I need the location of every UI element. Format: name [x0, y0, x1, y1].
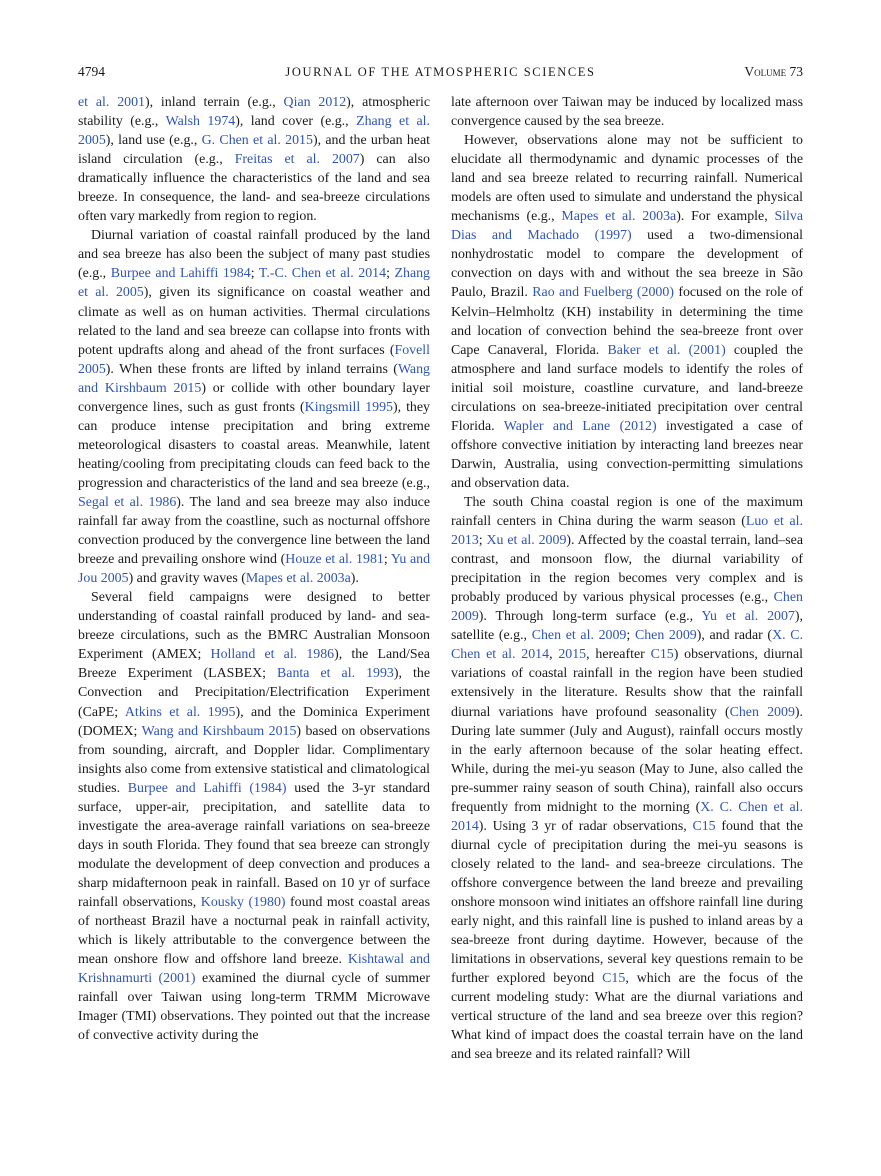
paragraph — [78, 588, 430, 1045]
reference-link[interactable]: X. C. Chen et al. 2014 — [451, 628, 803, 663]
paragraph — [78, 93, 430, 226]
reference-link[interactable]: X. C. Chen et al. 2014 — [451, 799, 803, 834]
body-text: ; — [478, 533, 487, 549]
reference-link[interactable]: Xu et al. 2009 — [486, 533, 567, 549]
reference-link[interactable]: T.-C. Chen et al. 2014 — [258, 266, 387, 282]
body-text: coupled the atmosphere and land surface models to identify the roles of initial soil moisture, coastline curvature, and land-breeze circulations on sea-breeze-initiated precipitation over central Florida. — [451, 342, 803, 434]
body-text: ), land cover (e.g., — [235, 114, 357, 130]
body-text: ), and the Dominica Experiment (DOMEX; — [78, 704, 430, 739]
reference-link[interactable]: Houze et al. 1981 — [285, 552, 384, 568]
body-text: ; — [626, 628, 635, 644]
body-text: , which are the focus of the current modeling study: What are the diurnal variations and vertical structure of the land and sea breeze over this region? What kind of impact does the coastal terrain have on the land and sea breeze and its related rainfall? Will — [451, 971, 804, 1063]
body-text: ), given its significance on coastal weather and climate as well as on human activities. Thermal circulations related to the land and sea breeze can collapse into fronts with potent updrafts along and ahead of the front surfaces ( — [78, 285, 431, 358]
body-text: ) can also dramatically influence the characteristics of the land and sea breeze. In consequence, the land- and sea-breeze circulations often vary markedly from region to region. — [78, 152, 430, 225]
reference-link[interactable]: Freitas et al. 2007 — [234, 152, 360, 168]
reference-link[interactable]: Holland et al. 1986 — [210, 647, 335, 663]
reference-link[interactable]: Rao and Fuelberg (2000) — [532, 285, 674, 301]
reference-link[interactable]: Qian 2012 — [283, 95, 347, 110]
reference-link[interactable]: Mapes et al. 2003a — [561, 209, 677, 225]
body-text: ), and radar ( — [696, 628, 773, 644]
reference-link[interactable]: Segal et al. 1986 — [78, 494, 177, 510]
reference-link[interactable]: Chen 2009 — [451, 590, 803, 625]
body-text: late afternoon over Taiwan may be induced by localized mass convergence caused by the sea breeze. — [451, 95, 803, 130]
body-text: ), satellite (e.g., — [451, 609, 803, 644]
paragraph — [78, 226, 430, 588]
body-text: ) or collide with other boundary layer convergence lines, such as gust fronts ( — [78, 380, 430, 415]
reference-link[interactable]: Wang and Kirshbaum 2015 — [78, 361, 430, 396]
reference-link[interactable]: C15 — [692, 818, 716, 834]
reference-link[interactable]: Silva Dias and Machado (1997) — [451, 209, 803, 244]
paragraph — [451, 131, 803, 493]
body-text: Several field campaigns were designed to better understanding of coastal rainfall produced by land- and sea-breeze circulations, such as the BMRC Australian Monsoon Experiment (AMEX; — [78, 590, 430, 663]
body-text: examined the diurnal cycle of summer rainfall over Taiwan using long-term TRMM Microwave Imager (TMI) observations. They pointed out that the increase of convective activity during the — [78, 971, 430, 1044]
body-text: The south China coastal region is one of the maximum rainfall centers in China during the warm season ( — [451, 494, 803, 530]
body-text: ), and the urban heat island circulation (e.g., — [78, 133, 430, 168]
paragraph — [451, 93, 803, 131]
reference-link[interactable]: 2015 — [558, 647, 587, 663]
reference-link[interactable]: Fovell 2005 — [78, 342, 430, 377]
body-text: ). Using 3 yr of radar observations, — [478, 818, 693, 834]
body-text: ). For example, — [676, 209, 775, 225]
reference-link[interactable]: Chen et al. 2009 — [531, 628, 627, 644]
body-text: ), land use (e.g., — [105, 133, 202, 149]
body-text: ) observations, diurnal variations of coastal rainfall in the region have been studied extensively in the literature. Results show that the rainfall diurnal variations have profound seasonality ( — [451, 647, 803, 720]
running-header — [78, 62, 803, 82]
reference-link[interactable]: Banta et al. 1993 — [277, 666, 394, 682]
body-text: ). Through long-term surface (e.g., — [478, 609, 702, 625]
reference-link[interactable]: Zhang et al. 2005 — [78, 266, 431, 301]
body-text: ; — [383, 552, 391, 568]
reference-link[interactable]: Atkins et al. 1995 — [124, 704, 236, 720]
paragraph — [451, 493, 803, 1064]
reference-link[interactable]: Walsh 1974 — [165, 114, 236, 130]
body-text: However, observations alone may not be sufficient to elucidate all thermodynamic and dynamic processes of the land and sea breeze related to recurring rainfall. Numerical models are often used to simulate and understand the physical mechanisms (e.g., — [451, 133, 803, 225]
left-column — [78, 93, 430, 1045]
reference-link[interactable]: Yu et al. 2007 — [701, 609, 795, 625]
body-text: ; — [386, 266, 395, 282]
body-text: ), they can produce intense precipitation and bring extreme meteorological disasters to coastal areas. Meanwhile, latent heating/cooling from precipitating clouds can feed back to the progression and characteristics of the land and sea breeze (e.g., — [78, 399, 430, 491]
journal-title: JOURNAL OF THE ATMOSPHERIC SCIENCES — [285, 65, 596, 79]
body-text: ) and gravity waves ( — [128, 571, 246, 587]
reference-link[interactable]: et al. 2001 — [78, 95, 145, 110]
body-text: ), the Land/Sea Breeze Experiment (LASBEX; — [78, 647, 430, 682]
reference-link[interactable]: Burpee and Lahiffi 1984 — [110, 266, 251, 282]
body-text: ). During late summer (July and August), rainfall occurs mostly in the early afternoon because of the solar heating effect. While, during the mei-yu season (May to June, also called the pre-summer rainy season of south China), rainfall also occurs frequently from midnight to the morning ( — [451, 704, 803, 815]
body-text: used the 3-yr standard surface, upper-air, precipitation, and satellite data to investigate the area-average rainfall variations on sea-breeze days in south Florida. They found that sea breeze can strongly modulate the development of deep convection and produces a sharp midafternoon peak in rainfall. Based on 10 yr of surface rainfall observations, — [78, 780, 430, 910]
volume-label: Volume 73 — [744, 64, 803, 79]
reference-link[interactable]: Wang and Kirshbaum 2015 — [141, 723, 297, 739]
reference-link[interactable]: G. Chen et al. 2015 — [201, 133, 313, 149]
reference-link[interactable]: Kingsmill 1995 — [304, 399, 393, 415]
reference-link[interactable]: Kishtawal and Krishnamurti (2001) — [78, 952, 430, 987]
body-text: ), atmospheric stability (e.g., — [78, 95, 430, 130]
body-text: found that the diurnal cycle of precipitation during the mei-yu seasons is closely related to the land- and sea-breeze circulations. The offshore convergence between the land breeze and prevailing onshore monsoon wind initiates an offshore rainfall line during early night, and this rainfall line is pushed to inland areas by a sea-breeze front during daytime. However, because of the limitations in observations, several key questions remain to be further explored beyond — [451, 818, 803, 987]
reference-link[interactable]: Baker et al. (2001) — [607, 342, 726, 358]
reference-link[interactable]: C15 — [602, 971, 626, 987]
reference-link[interactable]: C15 — [650, 647, 674, 663]
body-text: found most coastal areas of northeast Brazil have a nocturnal peak in rainfall activity, which is likely attributable to the convergence between the mean onshore flow and offshore land breeze. — [78, 894, 430, 968]
body-text: ), inland terrain (e.g., — [144, 95, 284, 110]
body-text: investigated a case of offshore convective initiation by interacting land breezes near Darwin, Australia, using convection-permitting simulations and observation data. — [451, 418, 804, 491]
page-number: 4794 — [78, 64, 105, 79]
body-text: focused on the role of Kelvin–Helmholtz (KH) instability in determining the time and location of convection behind the sea-breeze front over Cape Canaveral, Florida. — [451, 285, 803, 358]
body-text: ). When these fronts are lifted by inland terrains ( — [105, 361, 398, 377]
body-text: , — [549, 647, 559, 663]
body-text: ) based on observations from sounding, aircraft, and Doppler lidar. Complimentary insights also come from extensive statistical and climatological studies. — [78, 723, 430, 796]
body-text: , hereafter — [586, 647, 651, 663]
body-text: used a two-dimensional nonhydrostatic model to compare the development of convection on days with and without the sea breeze in São Paulo, Brazil. — [451, 228, 803, 301]
reference-link[interactable]: Chen 2009 — [729, 704, 795, 720]
reference-link[interactable]: Wapler and Lane (2012) — [503, 418, 657, 434]
reference-link[interactable]: Kousky (1980) — [200, 894, 286, 910]
right-column — [451, 93, 803, 1064]
body-text: ). Affected by the coastal terrain, land–sea contrast, and monsoon flow, the diurnal variability of precipitation in the region becomes very complex and is probably produced by various physical processes (e.g., — [451, 533, 803, 606]
reference-link[interactable]: Burpee and Lahiffi (1984) — [127, 780, 287, 796]
body-text: ; — [250, 266, 259, 282]
body-text: Diurnal variation of coastal rainfall produced by the land and sea breeze has also been the subject of many past studies (e.g., — [78, 228, 430, 282]
reference-link[interactable]: Luo et al. 2013 — [451, 514, 804, 549]
body-text: ), the Convection and Precipitation/Electrification Experiment (CaPE; — [78, 666, 430, 720]
reference-link[interactable]: Yu and Jou 2005 — [78, 552, 431, 587]
reference-link[interactable]: Zhang et al. 2005 — [78, 114, 431, 149]
body-text: ). The land and sea breeze may also induce rainfall far away from the coastline, such as nocturnal offshore convection produced by the convergence line between the land breeze and prevailing onshore wind ( — [78, 494, 430, 568]
reference-link[interactable]: Mapes et al. 2003a — [245, 571, 351, 587]
reference-link[interactable]: Chen 2009 — [634, 628, 697, 644]
body-text: ). — [350, 571, 359, 587]
